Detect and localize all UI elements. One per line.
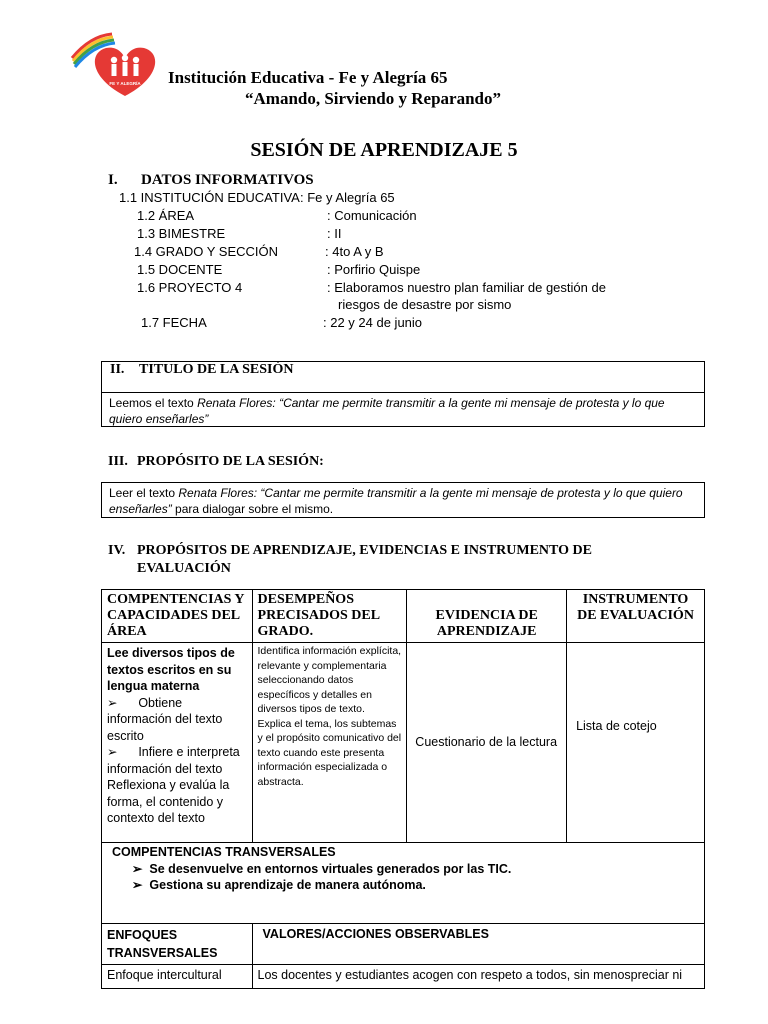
- transversal-item: ➢ Se desenvuelve en entornos virtuales generados por las TIC.: [132, 861, 512, 876]
- arrow-bullet-icon: ➢: [132, 861, 150, 876]
- institution-name: Institución Educativa - Fe y Alegría 65: [168, 68, 448, 87]
- capacidad-item: Reflexiona y evalúa la forma, el contenido y contexto del texto: [107, 778, 230, 825]
- section-4-number: IV.: [108, 543, 126, 558]
- arrow-bullet-icon: ➢: [107, 745, 139, 759]
- desempeno-cell: Identifica información explícita, relevante y complementaria seleccionando datos específicos y detalles en diversos tipos de texto. Explica el tema, los subtemas y el propósito comunicativo del texto cuando este presenta información especializada o abstracta.: [252, 643, 407, 843]
- learning-purposes-table: [101, 589, 705, 989]
- section-3-heading: PROPÓSITO DE LA SESIÓN:: [137, 454, 324, 469]
- section-2-number: II.: [110, 362, 125, 377]
- section-1-number: I.: [108, 172, 118, 188]
- table-row: [102, 965, 705, 989]
- info-label-institucion: 1.1 INSTITUCIÓN EDUCATIVA: [119, 190, 300, 205]
- arrow-bullet-icon: ➢: [132, 878, 150, 892]
- info-value-proyecto-cont: riesgos de desastre por sismo: [338, 297, 512, 312]
- instrumento-cell: Lista de cotejo: [567, 643, 705, 843]
- info-value-institucion: : Fe y Alegría 65: [300, 190, 395, 205]
- info-label-proyecto: 1.6 PROYECTO 4: [137, 280, 243, 295]
- valores-header: VALORES/ACCIONES OBSERVABLES: [252, 924, 704, 965]
- col-header-desempenos: DESEMPEÑOS PRECISADOS DEL GRADO.: [252, 590, 407, 643]
- info-value-proyecto: : Elaboramos nuestro plan familiar de gestión de: [327, 280, 606, 295]
- table-header-row: [102, 590, 705, 643]
- section-4-heading-line2: EVALUACIÓN: [137, 561, 231, 576]
- session-title-text: Leemos el texto Renata Flores: “Cantar me permite transmitir a la gente mi mensaje de protesta y lo que quiero enseñarles”: [109, 396, 665, 426]
- info-label-grado: 1.4 GRADO Y SECCIÓN: [134, 244, 279, 259]
- col-header-evidencia: EVIDENCIA DE APRENDIZAJE: [407, 590, 567, 643]
- enfoques-header-row: [102, 924, 705, 965]
- info-value-docente: : Porfirio Quispe: [327, 262, 421, 277]
- info-value-fecha: : 22 y 24 de junio: [323, 315, 423, 330]
- info-value-area: : Comunicación: [327, 208, 417, 223]
- institution-motto: “Amando, Sirviendo y Reparando”: [245, 89, 501, 108]
- transversales-row: [102, 843, 705, 924]
- info-label-area: 1.2 ÁREA: [137, 208, 195, 223]
- competencias-cell: [102, 643, 253, 843]
- info-value-bimestre: : II: [327, 226, 342, 241]
- capacidad-item: ➢ Obtiene información del texto escrito: [107, 695, 223, 743]
- enfoques-header: ENFOQUES TRANSVERSALES: [102, 924, 253, 965]
- competencia-title: Lee diversos tipos de textos escritos en su lengua materna: [107, 646, 235, 693]
- valor-cell: Los docentes y estudiantes acogen con respeto a todos, sin menospreciar ni: [252, 965, 704, 989]
- info-label-bimestre: 1.3 BIMESTRE: [137, 226, 226, 241]
- col-header-competencias: COMPENTENCIAS Y CAPACIDADES DEL ÁREA: [102, 590, 253, 643]
- logo-text: FE Y ALEGRÍA: [109, 81, 141, 86]
- arrow-bullet-icon: ➢: [107, 695, 139, 710]
- capacidad-item: ➢ Infiere e interpreta información del texto: [107, 745, 240, 776]
- session-title-box: [101, 361, 705, 427]
- section-4-heading-line1: PROPÓSITOS DE APRENDIZAJE, EVIDENCIAS E INSTRUMENTO DE: [137, 543, 592, 558]
- enfoque-cell: Enfoque intercultural: [102, 965, 253, 989]
- transversales-cell: [102, 843, 705, 924]
- section-2-heading: TITULO DE LA SESIÓN: [139, 362, 294, 377]
- purpose-box: Leer el texto Renata Flores: “Cantar me permite transmitir a la gente mi mensaje de protesta y lo que quiero enseñarles” para dialogar sobre el mismo.: [101, 482, 705, 518]
- section-3-number: III.: [108, 454, 128, 469]
- transversal-item: ➢ Gestiona su aprendizaje de manera autónoma.: [132, 878, 426, 892]
- page-title: SESIÓN DE APRENDIZAJE 5: [250, 139, 518, 161]
- col-header-instrumento: INSTRUMENTO DE EVALUACIÓN: [567, 590, 705, 643]
- section-1-heading: DATOS INFORMATIVOS: [141, 172, 314, 188]
- evidencia-cell: Cuestionario de la lectura: [407, 643, 567, 843]
- transversales-title: COMPENTENCIAS TRANSVERSALES: [112, 845, 336, 859]
- info-label-docente: 1.5 DOCENTE: [137, 262, 223, 277]
- table-row: [102, 643, 705, 843]
- school-logo: [70, 28, 160, 98]
- info-label-fecha: 1.7 FECHA: [141, 315, 207, 330]
- info-value-grado: : 4to A y B: [325, 244, 384, 259]
